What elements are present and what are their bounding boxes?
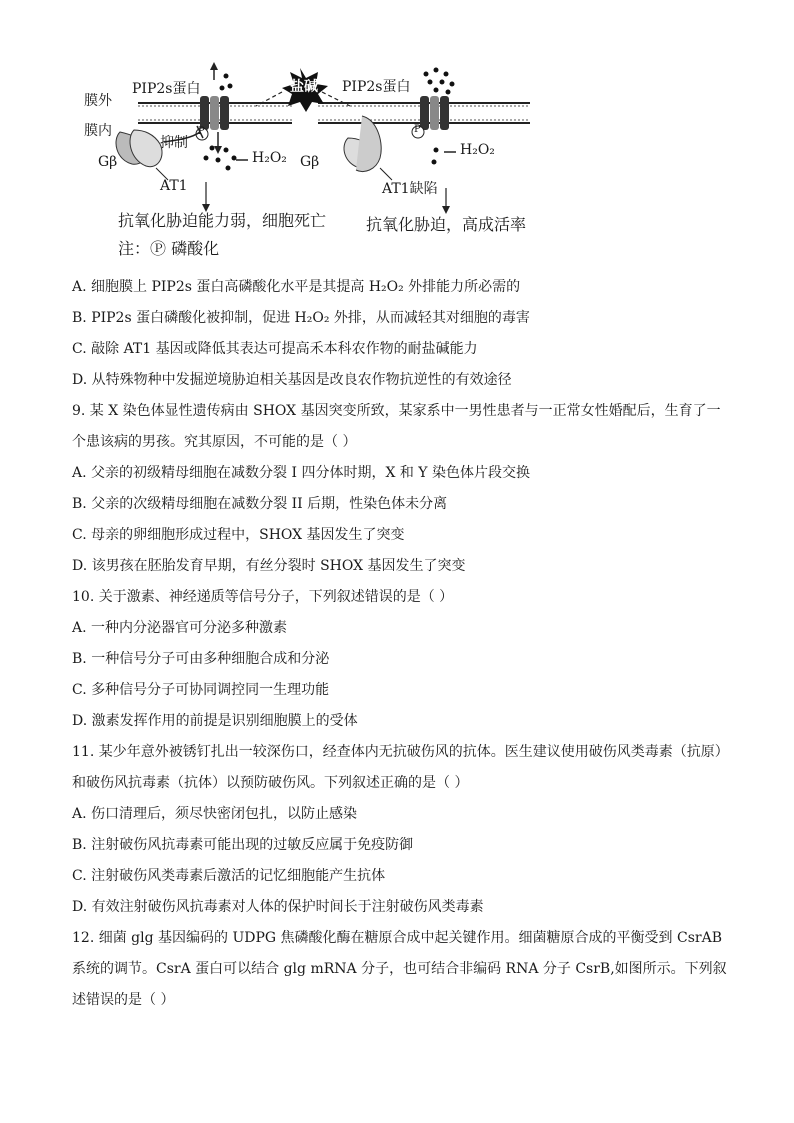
phospho-left-label: P bbox=[198, 126, 205, 137]
q10-option-d: D. 激素发挥作用的前提是识别细胞膜上的受体 bbox=[72, 713, 358, 729]
question-body bbox=[72, 272, 732, 1016]
q11-stem: 11. 某少年意外被锈钉扎出一较深伤口，经查体内无抗破伤风的抗体。医生建议使用破伤风类毒素（抗原）和破伤风抗毒素（抗体）以预防破伤风。下列叙述正确的是（ ） bbox=[72, 744, 729, 791]
q10-option-b: B. 一种信号分子可由多种细胞合成和分泌 bbox=[72, 651, 330, 667]
phospho-right-label: P bbox=[414, 124, 421, 135]
h2o2-right-label: H₂O₂ bbox=[460, 142, 495, 158]
inside-label: 膜内 bbox=[84, 123, 112, 139]
q9-option-d: D. 该男孩在胚胎发育早期，有丝分裂时 SHOX 基因发生了突变 bbox=[72, 558, 466, 574]
right-protein-label: PIP2s蛋白 bbox=[342, 79, 411, 95]
outside-label: 膜外 bbox=[84, 93, 112, 109]
salt-alkali-label: 盐碱 bbox=[290, 79, 318, 95]
q11-option-d: D. 有效注射破伤风抗毒素对人体的保护时间长于注射破伤风类毒素 bbox=[72, 899, 484, 915]
q8-option-a: A. 细胞膜上 PIP2s 蛋白高磷酸化水平是其提高 H₂O₂ 外排能力所必需的 bbox=[72, 279, 521, 295]
at1-label: AT1 bbox=[160, 178, 188, 194]
at1-defect-label: AT1缺陷 bbox=[382, 181, 438, 197]
q9-option-b: B. 父亲的次级精母细胞在减数分裂 II 后期，性染色体未分离 bbox=[72, 496, 448, 512]
inhibit-label: 抑制 bbox=[160, 135, 188, 151]
q10-option-a: A. 一种内分泌器官可分泌多种激素 bbox=[72, 620, 288, 636]
figure-note: 注：Ⓟ 磷酸化 bbox=[118, 239, 220, 258]
q8-option-d: D. 从特殊物种中发掘逆境胁迫相关基因是改良农作物抗逆性的有效途径 bbox=[72, 372, 512, 388]
q11-option-b: B. 注射破伤风抗毒素可能出现的过敏反应属于免疫防御 bbox=[72, 837, 414, 853]
gbeta-right-label: Gβ bbox=[300, 154, 320, 170]
q9-option-a: A. 父亲的初级精母细胞在减数分裂 I 四分体时期，X 和 Y 染色体片段交换 bbox=[72, 465, 530, 481]
q8-option-b: B. PIP2s 蛋白磷酸化被抑制，促进 H₂O₂ 外排，从而减轻其对细胞的毒害 bbox=[72, 310, 530, 326]
q9-stem: 9. 某 X 染色体显性遗传病由 SHOX 基因突变所致，某家系中一男性患者与一正常女性婚配后，生育了一个患该病的男孩。究其原因，不可能的是（ ） bbox=[72, 403, 721, 450]
q12-stem: 12. 细菌 glg 基因编码的 UDPG 焦磷酸化酶在糖原合成中起关键作用。细菌糖原合成的平衡受到 CsrAB 系统的调节。CsrA 蛋白可以结合 glg mRNA 分子，也可结合非编码 RNA 分子 CsrB,如图所示。下列叙述错误的是（ ） bbox=[72, 930, 727, 1008]
q10-option-c: C. 多种信号分子可协同调控同一生理功能 bbox=[72, 682, 330, 698]
q9-option-c: C. 母亲的卵细胞形成过程中，SHOX 基因发生了突变 bbox=[72, 527, 405, 543]
caption-right: 抗氧化胁迫，高成活率 bbox=[366, 215, 527, 234]
gbeta-left-label: Gβ bbox=[98, 154, 118, 170]
q11-option-c: C. 注射破伤风类毒素后激活的记忆细胞能产生抗体 bbox=[72, 868, 386, 884]
right-gbeta-at1 bbox=[344, 116, 392, 180]
left-protein-label: PIP2s蛋白 bbox=[132, 81, 201, 97]
q10-stem: 10. 关于激素、神经递质等信号分子，下列叙述错误的是（ ） bbox=[72, 589, 454, 605]
q8-option-c: C. 敲除 AT1 基因或降低其表达可提高禾本科农作物的耐盐碱能力 bbox=[72, 341, 478, 357]
q11-option-a: A. 伤口清理后，须尽快密闭包扎，以防止感染 bbox=[72, 806, 358, 822]
h2o2-left-label: H₂O₂ bbox=[252, 150, 287, 166]
membrane-figure bbox=[60, 60, 740, 270]
caption-left: 抗氧化胁迫能力弱，细胞死亡 bbox=[118, 211, 327, 230]
